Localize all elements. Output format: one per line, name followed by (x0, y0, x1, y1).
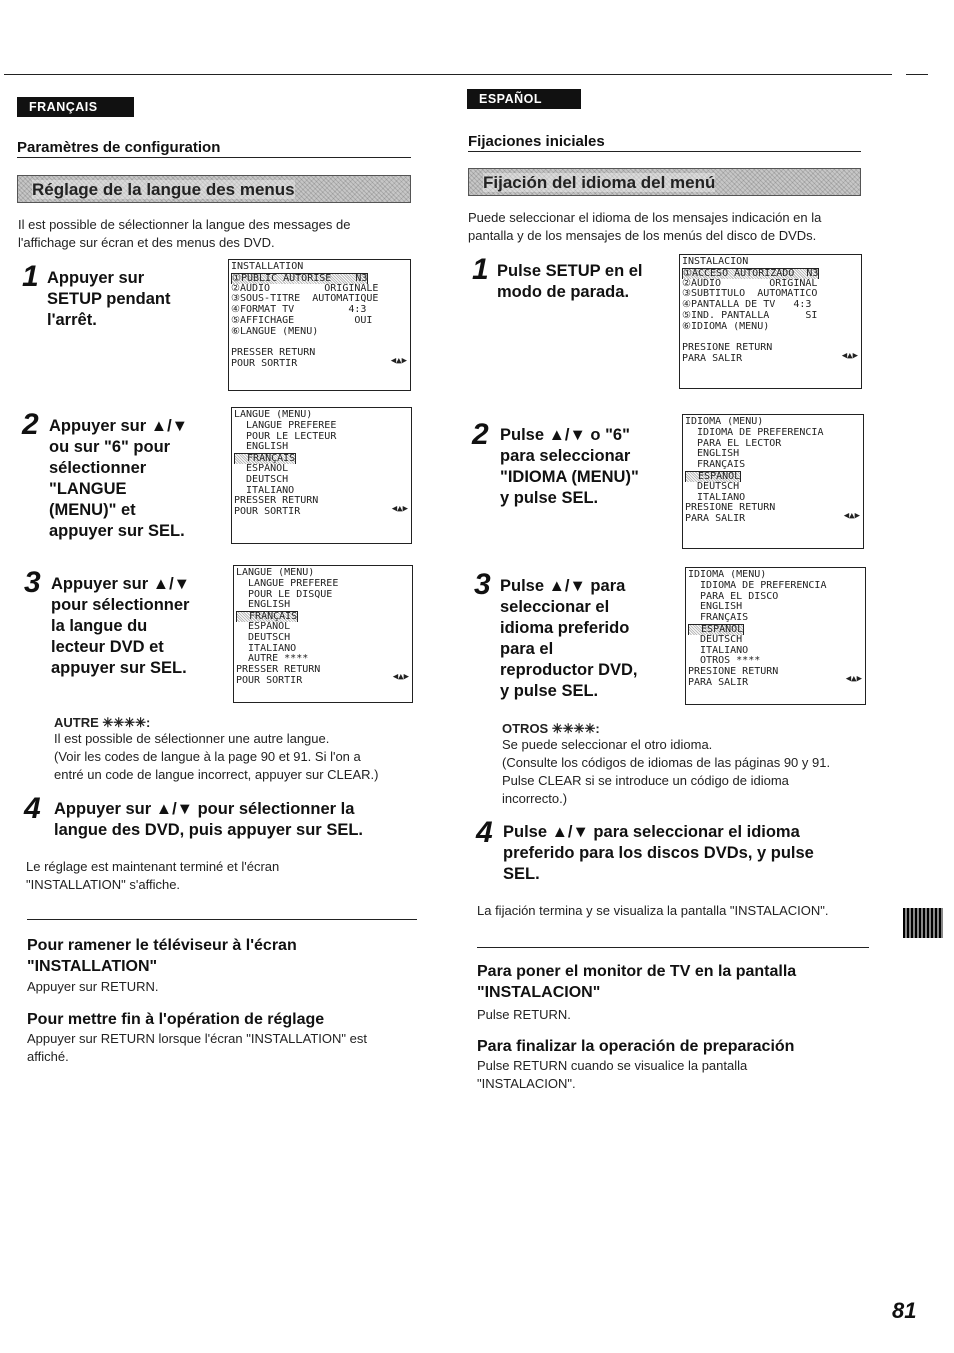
divider-es (477, 947, 869, 948)
screen-es-idioma-disco (685, 567, 866, 705)
screen-fr-langue-menu (231, 407, 412, 544)
intro-fr (18, 216, 350, 252)
screen-line: DEUTSCH (236, 632, 291, 643)
edge-index-tab (903, 908, 943, 938)
section-title-fr: Paramètres de configuration (17, 139, 221, 156)
step-number: 1 (22, 260, 39, 293)
screen-line: ITALIANO (688, 645, 749, 656)
intro-fr-line: l'affichage sur écran et des menus des DVD. (18, 235, 275, 250)
return-title-line: "INSTALACION" (477, 984, 601, 1001)
step-line: (MENU)" et (49, 501, 136, 519)
step-line: Appuyer sur ▲/▼ (51, 575, 191, 593)
top-rule-short (906, 74, 928, 75)
screen-line: OTROS **** (688, 656, 761, 667)
intro-es-line: Puede seleccionar el idioma de los mensajes indicación en la (468, 210, 822, 225)
page-number: 81 (892, 1298, 917, 1323)
step-line: "IDIOMA (MENU)" (500, 468, 639, 486)
finish-line: "INSTALACION". (477, 1076, 576, 1091)
step-text-fr-4 (54, 799, 363, 841)
screen-line: PRESSER RETURN (231, 348, 316, 359)
step-line: la langue du (51, 617, 148, 635)
step-line: Pulse ▲/▼ para (500, 577, 626, 595)
screen-line: LANGUE PRÉFÉRÉE (236, 578, 339, 589)
step-line: modo de parada. (497, 283, 630, 301)
step-line: SETUP pendant (47, 290, 171, 308)
step-line: Appuyer sur ▲/▼ pour sélectionner la (54, 800, 355, 818)
screen-line: PARA SALIR (682, 354, 743, 365)
screen-line: DEUTSCH (234, 474, 289, 485)
step-line: Appuyer sur (47, 269, 145, 287)
banner-es-text: Fijación del idioma del menú (483, 173, 716, 192)
section-rule-fr (17, 157, 411, 158)
step-text-fr-3 (51, 574, 190, 679)
return-title-line: Pour ramener le téléviseur à l'écran (27, 937, 297, 954)
otros-line: Se puede seleccionar el otro idioma. (502, 737, 713, 752)
screen-line: POUR LE LECTEUR (234, 431, 337, 442)
screen-line-selected: FRANÇAIS (237, 611, 298, 622)
screen-es-instalacion (679, 254, 862, 389)
screen-line: LANGUE PRÉFÉRÉE (234, 420, 337, 431)
otros-label: OTROS ✳✳✳✳: (502, 721, 600, 736)
autre-label: AUTRE ✳✳✳✳: (54, 715, 151, 730)
screen-line: PARA SALIR (685, 514, 746, 525)
section-rule-es (468, 151, 861, 152)
step-line: seleccionar el (500, 598, 610, 616)
step-text-es-4 (503, 822, 814, 885)
finish-title-fr: Pour mettre fin à l'opération de réglage (27, 1011, 325, 1028)
step-line: para seleccionar (500, 447, 631, 465)
screen-line: PRESIONE RETURN (688, 667, 779, 678)
screen-line: IDIOMA DE PREFERENCIA (685, 427, 824, 438)
step-line: Pulse ▲/▼ o "6" (500, 426, 630, 444)
screen-line: PRESSER RETURN (236, 665, 321, 676)
step-line: SEL. (503, 865, 540, 883)
step-number: 3 (24, 566, 41, 599)
done-line: Le réglage est maintenant terminé et l'écran (26, 859, 280, 874)
step-line: Pulse ▲/▼ para seleccionar el idioma (503, 823, 800, 841)
screen-line: ⑥IDIOMA (MENU) (682, 321, 770, 332)
screen-line-selected: ①ACCESO AUTORIZADO N3 (683, 267, 819, 279)
lang-tag-es: ESPAÑOL (467, 89, 581, 109)
screen-line: AUTRE **** (236, 654, 309, 665)
screen-line: ②AUDIO ORIGINALE (231, 283, 379, 294)
step-line: idioma preferido (500, 619, 630, 637)
screen-line: INSTALACION (682, 257, 749, 267)
screen-line: ⑤AFFICHAGE OUI (231, 315, 373, 326)
top-rule (4, 74, 892, 75)
screen-line-selected: FRANÇAIS (235, 453, 296, 464)
updown-arrow-icon: ◀▲▶ (392, 672, 409, 682)
screen-line: PARA EL DISCO (688, 591, 779, 602)
step-line: preferido para los discos DVDs, y pulse (503, 844, 814, 862)
screen-line: POUR SORTIR (236, 675, 303, 686)
screen-line: ENGLISH (688, 602, 743, 613)
screen-line: POUR LE DISQUE (236, 589, 333, 600)
return-text-es: Pulse RETURN. (477, 1007, 571, 1022)
updown-arrow-icon: ◀▲▶ (390, 356, 407, 366)
done-line: "INSTALLATION" s'affiche. (26, 877, 181, 892)
screen-line: ITALIANO (234, 485, 295, 496)
screen-line: ④PANTALLA DE TV 4:3 (682, 300, 812, 311)
otros-line: Pulse CLEAR si se introduce un código de idioma (502, 773, 789, 788)
screen-line: PRESSER RETURN (234, 496, 319, 507)
step-line: langue des DVD, puis appuyer sur SEL. (54, 821, 363, 839)
updown-arrow-icon: ◀▲▶ (841, 351, 858, 361)
screen-es-idioma-menu (682, 414, 864, 549)
step-number: 2 (472, 418, 489, 451)
autre-line: (Voir les codes de langue à la page 90 et 91. Si l'on a (54, 749, 361, 764)
step-line: appuyer sur SEL. (49, 522, 185, 540)
screen-line: ESPAÑOL (234, 463, 289, 474)
screen-line: ENGLISH (236, 600, 291, 611)
step-text-fr-1 (47, 268, 170, 331)
screen-line: DEUTSCH (688, 634, 743, 645)
intro-fr-line: Il est possible de sélectionner la langue des messages de (18, 217, 351, 232)
screen-line: ENGLISH (685, 449, 740, 460)
step-line: y pulse SEL. (500, 489, 599, 507)
finish-line: Appuyer sur RETURN lorsque l'écran "INSTALLATION" est (27, 1031, 367, 1046)
screen-line: ITALIANO (236, 643, 297, 654)
step-line: appuyer sur SEL. (51, 659, 187, 677)
screen-line: POUR SORTIR (234, 507, 301, 518)
step-text-es-2 (500, 425, 639, 509)
screen-line-selected: ESPAÑOL (686, 470, 741, 482)
step-number: 4 (476, 816, 493, 849)
lang-tag-fr: FRANÇAIS (17, 97, 134, 117)
screen-line: ITALIANO (685, 492, 746, 503)
screen-line: ENGLISH (234, 442, 289, 453)
return-title-es (477, 961, 796, 1003)
screen-line: ②AUDIO ORIGINAL (682, 278, 818, 289)
step-number: 2 (22, 408, 39, 441)
screen-fr-installation (228, 259, 411, 391)
screen-line: FRANÇAIS (685, 460, 746, 471)
screen-line: IDIOMA (MENU) (685, 417, 764, 427)
step-line: pour sélectionner (51, 596, 190, 614)
screen-line: FRANÇAIS (688, 613, 749, 624)
step-line: Appuyer sur ▲/▼ (49, 417, 189, 435)
step-line: Pulse SETUP en el (497, 262, 643, 280)
screen-line: ③SOUS-TITRE AUTOMATIQUE (231, 294, 379, 305)
return-title-fr (27, 935, 297, 977)
screen-line: PRESIONE RETURN (682, 343, 773, 354)
otros-text (502, 736, 830, 808)
banner-es (468, 168, 861, 196)
updown-arrow-icon: ◀▲▶ (845, 674, 862, 684)
screen-fr-langue-disque (233, 565, 413, 703)
screen-line: PARA SALIR (688, 677, 749, 688)
done-text-es: La fijación termina y se visualiza la pantalla "INSTALACION". (477, 903, 829, 918)
section-title-es: Fijaciones iniciales (468, 133, 605, 150)
screen-line (682, 333, 861, 344)
step-text-es-1 (497, 261, 643, 303)
finish-line: affiché. (27, 1049, 69, 1064)
step-number: 3 (474, 568, 491, 601)
step-line: "LANGUE (49, 480, 127, 498)
divider-fr (27, 919, 417, 920)
screen-line: ESPAÑOL (236, 621, 291, 632)
updown-arrow-icon: ◀▲▶ (843, 511, 860, 521)
return-title-line: Para poner el monitor de TV en la pantalla (477, 963, 797, 980)
intro-es-line: pantalla y de los mensajes de los menús del disco de DVDs. (468, 228, 817, 243)
screen-line: PARA EL LECTOR (685, 438, 782, 449)
screen-line: IDIOMA DE PREFERENCIA (688, 580, 827, 591)
step-line: sélectionner (49, 459, 147, 477)
screen-line: ⑥LANGUE (MENU) (231, 326, 319, 337)
finish-line: Pulse RETURN cuando se visualice la pantalla (477, 1058, 748, 1073)
step-number: 4 (24, 792, 41, 825)
screen-line-selected: ESPAÑOL (689, 623, 744, 635)
step-number: 1 (472, 253, 489, 286)
finish-text-es (477, 1057, 747, 1093)
step-line: y pulse SEL. (500, 682, 599, 700)
otros-line: (Consulte los códigos de idiomas de las páginas 90 y 91. (502, 755, 831, 770)
autre-line: entré un code de langue incorrect, appuyer sur CLEAR.) (54, 767, 379, 782)
step-line: para el (500, 640, 554, 658)
return-title-line: "INSTALLATION" (27, 958, 158, 975)
screen-line: PRESIONE RETURN (685, 503, 776, 514)
screen-line: ③SUBTITULO AUTOMATICO (682, 289, 818, 300)
screen-line-selected: ①PUBLIC AUTORISE N3 (232, 272, 368, 284)
screen-line: INSTALLATION (231, 262, 304, 272)
step-line: lecteur DVD et (51, 638, 164, 656)
step-line: ou sur "6" pour (49, 438, 171, 456)
screen-line: ④FORMAT TV 4:3 (231, 305, 367, 316)
step-line: l'arrêt. (47, 311, 97, 329)
autre-line: Il est possible de sélectionner une autre langue. (54, 731, 330, 746)
banner-fr (17, 175, 411, 203)
screen-line: ⑤IND. PANTALLA SI (682, 310, 818, 321)
step-text-fr-2 (49, 416, 188, 542)
screen-line: LANGUE (MENU) (234, 410, 313, 420)
banner-fr-text: Réglage de la langue des menus (32, 180, 295, 199)
return-text-fr: Appuyer sur RETURN. (27, 979, 159, 994)
updown-arrow-icon: ◀▲▶ (391, 504, 408, 514)
intro-es (468, 209, 821, 245)
screen-line: DEUTSCH (685, 481, 740, 492)
screen-line: POUR SORTIR (231, 359, 298, 370)
screen-line: LANGUE (MENU) (236, 568, 315, 578)
finish-text-fr (27, 1030, 367, 1066)
screen-line: IDIOMA (MENU) (688, 570, 767, 580)
screen-line (231, 338, 410, 349)
autre-text (54, 730, 378, 784)
otros-line: incorrecto.) (502, 791, 568, 806)
step-text-es-3 (500, 576, 638, 702)
finish-title-es: Para finalizar la operación de preparación (477, 1038, 795, 1055)
step-line: reproductor DVD, (500, 661, 638, 679)
done-text-fr (26, 858, 279, 894)
